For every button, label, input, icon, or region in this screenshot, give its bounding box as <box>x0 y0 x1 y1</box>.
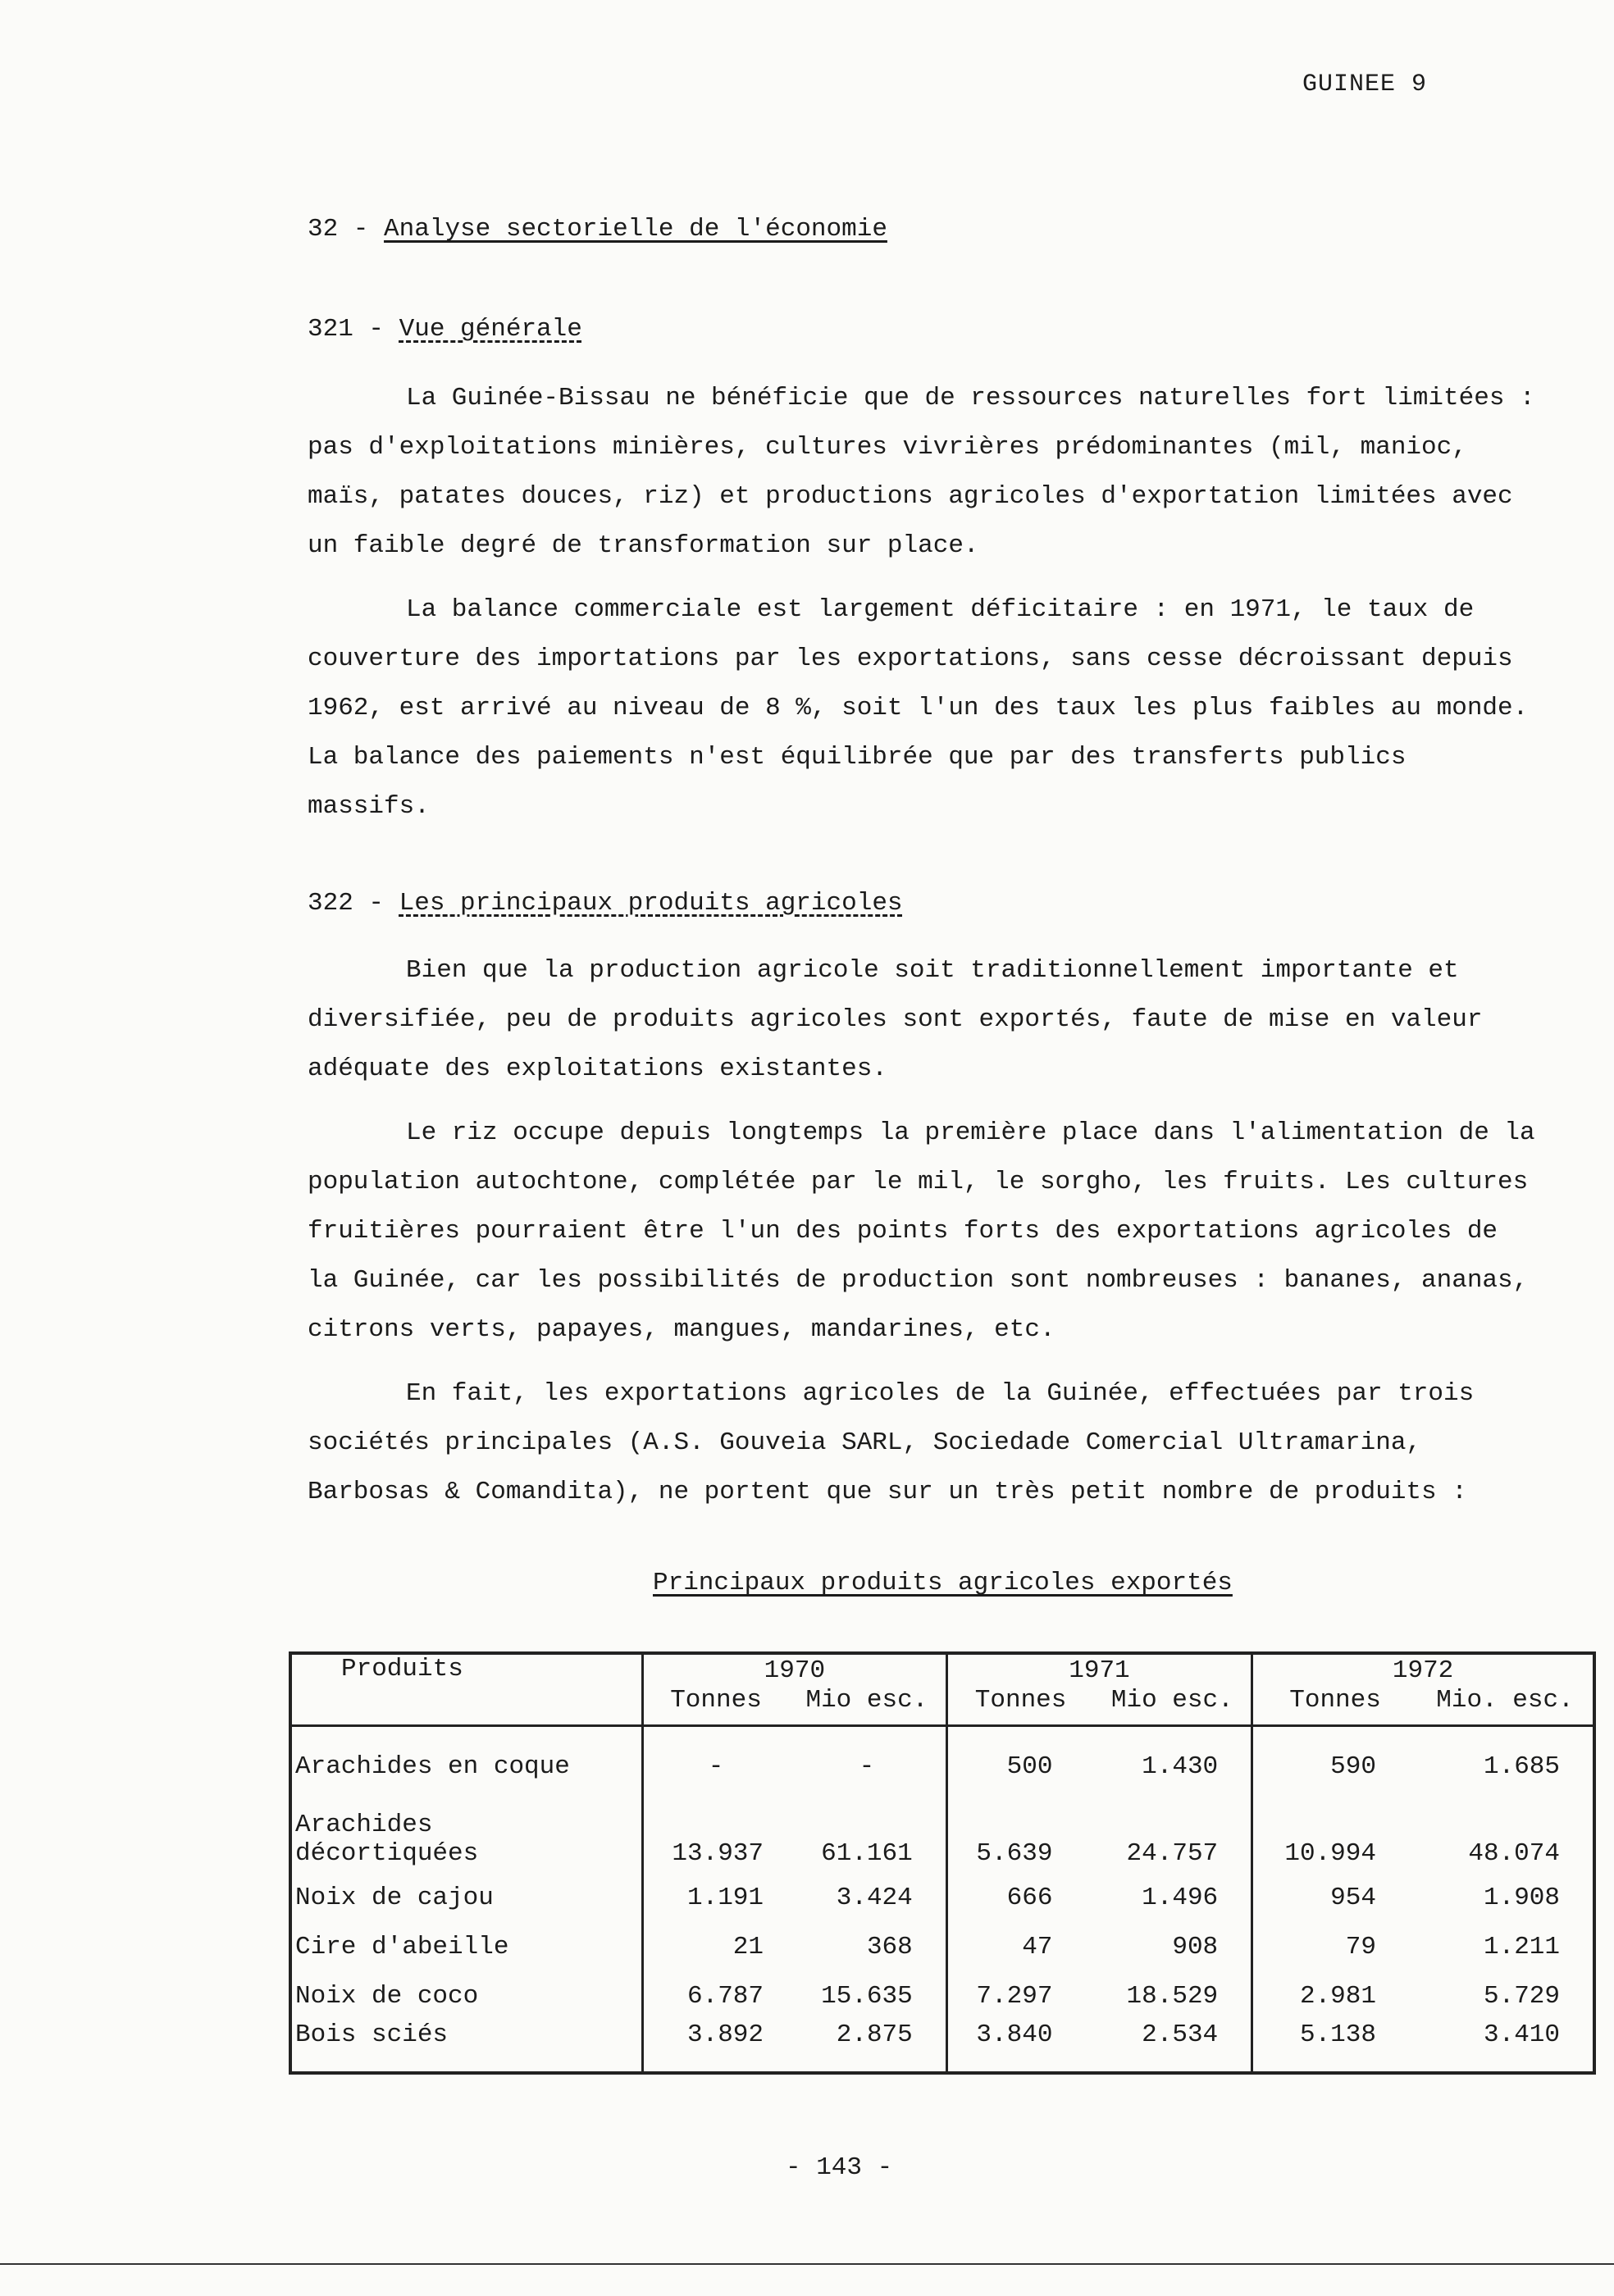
section-322-heading <box>308 889 903 918</box>
year-header: 1970 <box>643 1653 947 1686</box>
value-cell: 1.211 <box>1483 1932 1560 1961</box>
product-cell: Noix de cajou <box>295 1883 494 1912</box>
value-cell: - <box>643 1742 789 1791</box>
product-cell: Arachides décortiquées <box>295 1811 479 1868</box>
paragraph-resources: La Guinée-Bissau ne bénéficie que de ressources naturelles fort limitées : pas d'exploitations minières, cultures vivrières prédominantes (mil, manioc, maïs, patates douces, riz) et productions agricoles d'exportation limitées avec un faible degré de transformation sur place. <box>308 384 1535 560</box>
subheader: Mio esc. <box>1093 1686 1252 1725</box>
subheader: Tonnes <box>643 1686 789 1725</box>
value-cell: 3.892 <box>643 2020 789 2073</box>
value-cell: 1.685 <box>1483 1752 1560 1781</box>
value-cell: 590 <box>1252 1742 1417 1791</box>
value-cell: 61.161 <box>821 1839 913 1868</box>
value-cell: 5.138 <box>1252 2020 1417 2073</box>
table-row <box>290 1922 1594 1971</box>
value-cell: 24.757 <box>1126 1839 1219 1868</box>
value-cell: 15.635 <box>821 1981 913 2011</box>
value-cell: 1.430 <box>1142 1752 1219 1781</box>
value-cell: 5.639 <box>946 1791 1093 1873</box>
product-cell: Cire d'abeille <box>295 1932 509 1961</box>
paragraph-agricultural-production: Bien que la production agricole soit traditionnellement importante et diversifiée, peu de produits agricoles sont exportés, faute de mise en valeur adéquate des exploitations existantes. <box>308 956 1483 1083</box>
value-cell: 368 <box>866 1932 913 1961</box>
table-caption: Principaux produits agricoles exportés <box>653 1569 1233 1597</box>
value-cell: 18.529 <box>1126 1981 1219 2011</box>
table-row <box>290 1873 1594 1922</box>
paragraph-rice-fruits: Le riz occupe depuis longtemps la première place dans l'alimentation de la population autochtone, complétée par le mil, le sorgho, les fruits. Les cultures fruitières pourraient être l'un des points forts des exportations agricoles de la Guinée, car les possibilités de production sont nombreuses : bananes, ananas, citrons verts, papayes, mangues, mandarines, etc. <box>308 1118 1535 1344</box>
exports-table <box>289 1651 1596 2075</box>
value-cell: 48.074 <box>1468 1839 1560 1868</box>
section-321-heading <box>308 315 582 344</box>
section-number: 32 - <box>308 215 369 244</box>
page-reference: GUINEE 9 <box>1302 71 1428 98</box>
year-header: 1972 <box>1252 1653 1594 1686</box>
product-cell: Bois sciés <box>295 2020 449 2049</box>
value-cell: 3.840 <box>946 2020 1093 2073</box>
section-title: Vue générale <box>399 315 582 344</box>
table-row <box>290 2020 1594 2073</box>
section-32-heading <box>308 215 887 244</box>
value-cell: 2.534 <box>1142 2020 1219 2049</box>
subheader: Mio. esc. <box>1417 1686 1594 1725</box>
value-cell: 2.981 <box>1252 1971 1417 2020</box>
subheader: Tonnes <box>946 1686 1093 1725</box>
value-cell: 2.875 <box>836 2020 913 2049</box>
section-number: 322 - <box>308 889 385 918</box>
value-cell: - <box>859 1752 875 1781</box>
year-header: 1971 <box>946 1653 1252 1686</box>
value-cell: 7.297 <box>946 1971 1093 2020</box>
value-cell: 908 <box>1172 1932 1219 1961</box>
value-cell: 666 <box>946 1873 1093 1922</box>
value-cell: 5.729 <box>1483 1981 1560 2011</box>
value-cell: 954 <box>1252 1873 1417 1922</box>
value-cell: 1.191 <box>643 1873 789 1922</box>
section-number: 321 - <box>308 315 385 344</box>
paragraph-exports: En fait, les exportations agricoles de la Guinée, effectuées par trois sociétés principales (A.S. Gouveia SARL, Sociedade Comercial Ultramarina, Barbosas & Comandita), ne portent que sur un très petit nombre de produits : <box>308 1379 1475 1506</box>
value-cell: 21 <box>643 1922 789 1971</box>
value-cell: 6.787 <box>643 1971 789 2020</box>
column-header-products: Produits <box>290 1653 643 1725</box>
bottom-divider <box>0 2263 1614 2265</box>
value-cell: 3.424 <box>836 1883 913 1912</box>
subheader: Tonnes <box>1252 1686 1417 1725</box>
value-cell: 1.908 <box>1483 1883 1560 1912</box>
value-cell: 1.496 <box>1142 1883 1219 1912</box>
section-title: Les principaux produits agricoles <box>399 889 903 918</box>
value-cell: 79 <box>1252 1922 1417 1971</box>
subheader: Mio esc. <box>788 1686 946 1725</box>
section-title: Analyse sectorielle de l'économie <box>384 215 887 244</box>
product-cell: Noix de coco <box>295 1981 479 2011</box>
value-cell: 13.937 <box>643 1791 789 1873</box>
table-row <box>290 1791 1594 1873</box>
value-cell: 47 <box>946 1922 1093 1971</box>
page-number: - 143 - <box>786 2153 893 2182</box>
value-cell: 3.410 <box>1483 2020 1560 2049</box>
product-cell: Arachides en coque <box>295 1752 570 1781</box>
value-cell: 10.994 <box>1252 1791 1417 1873</box>
value-cell: 500 <box>946 1742 1093 1791</box>
table-row <box>290 1971 1594 2020</box>
paragraph-trade-balance: La balance commerciale est largement déficitaire : en 1971, le taux de couverture des importations par les exportations, sans cesse décroissant depuis 1962, est arrivé au niveau de 8 %, soit l'un des taux les plus faibles au monde. La balance des paiements n'est équilibrée que par des transferts publics massifs. <box>308 595 1529 821</box>
table-row <box>290 1742 1594 1791</box>
